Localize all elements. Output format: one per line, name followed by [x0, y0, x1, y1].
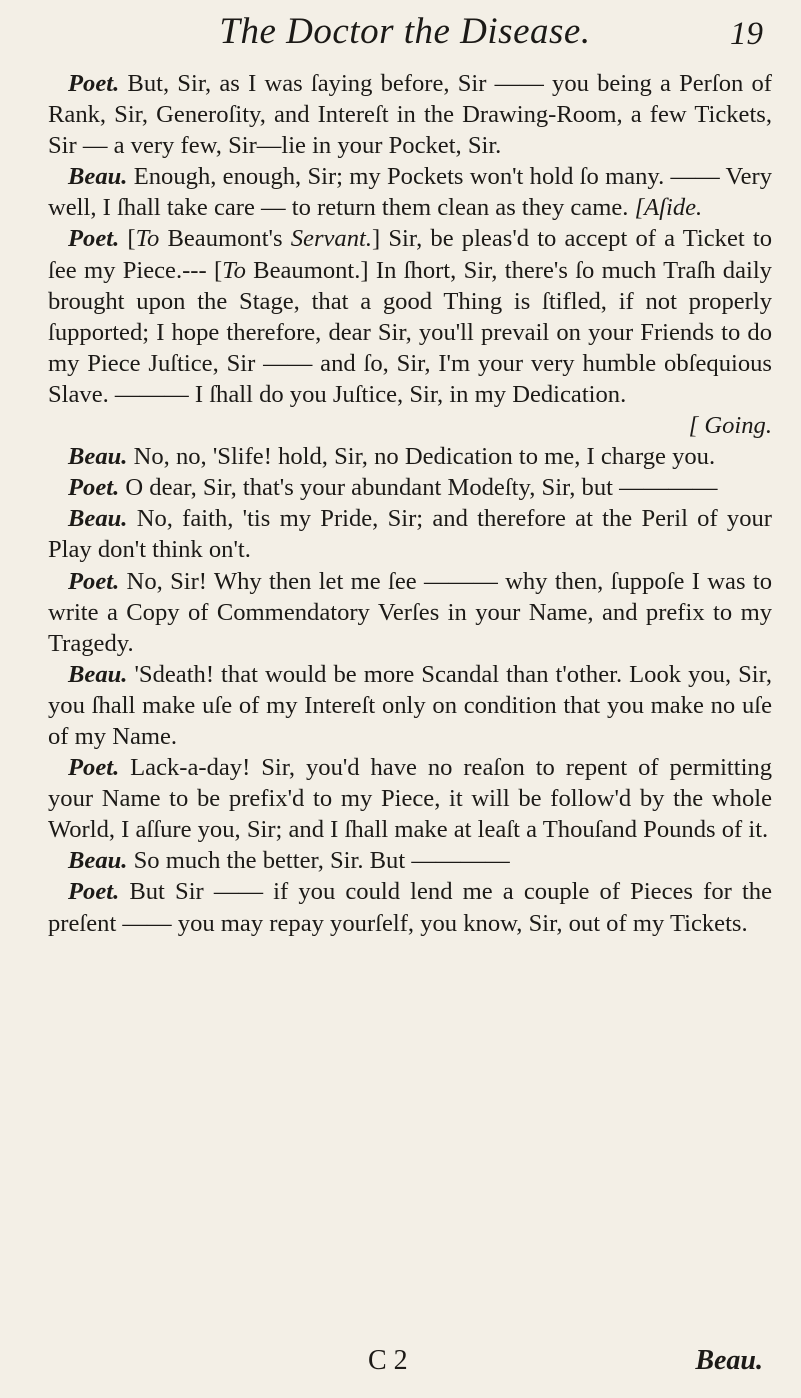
dialogue-text-run: So much the better, Sir. But ———— — [127, 847, 510, 875]
stage-direction: [ Going. — [688, 412, 772, 440]
dialogue-text-run: [ — [119, 225, 136, 253]
dialogue-text-run: No, Sir! Why then let me ſee ——— why then, ſuppoſe I was to write a Copy of Commendatory Verſes in your Name, and prefix to my Tragedy. — [48, 567, 772, 657]
dialogue-paragraph — [48, 659, 772, 752]
speaker-name: Poet. — [68, 474, 120, 502]
dialogue-text-run: [Aſide. — [634, 194, 703, 222]
dialogue-paragraph — [48, 161, 772, 223]
dialogue-text-run: To — [222, 256, 246, 284]
dialogue-text-run: But Sir —— if you could lend me a couple of Pieces for the preſent —— you may repay yourſelf, you know, Sir, out of my Tickets. — [48, 878, 772, 937]
catchword: Beau. — [695, 1345, 763, 1376]
dialogue-paragraph — [48, 68, 772, 161]
speaker-name: Beau. — [68, 847, 128, 875]
dialogue-text-run: No, no, 'Slife! hold, Sir, no Dedication to me, I charge you. — [127, 443, 716, 471]
speaker-name: Poet. — [68, 70, 120, 97]
dialogue-paragraph — [48, 876, 772, 938]
dialogue-text-run: Beaumont.] In ſhort, Sir, there's ſo much Traſh daily brought upon the Stage, that a good Thing is ſtifled, if not properly ſupported; I hope therefore, dear Sir, you'll prevail on your Friends to do my Piece Juſtice, Sir —— and ſo, Sir, I'm your very humble obſequious Slave. ——— I ſhall do you Juſtice, Sir, in my Dedication. — [48, 256, 772, 408]
dialogue-paragraph — [48, 845, 772, 876]
dialogue-text-run: ] Sir, be pleas'd to accept of a Ticket to ſee my Piece.--- [ — [48, 225, 773, 284]
speaker-name: Poet. — [68, 225, 120, 253]
dialogue-text-run: O dear, Sir, that's your abundant Modeſty, Sir, but ———— — [119, 474, 718, 502]
dialogue-text-run: Beaumont's — [159, 225, 291, 253]
dialogue-paragraph — [48, 441, 772, 472]
dialogue-paragraph — [48, 223, 772, 410]
dialogue-text-run: Servant. — [290, 225, 373, 253]
page-number: 19 — [730, 16, 763, 52]
speaker-name: Beau. — [68, 505, 128, 533]
dialogue-text — [48, 68, 772, 939]
dialogue-text-run: But, Sir, as I was ſaying before, Sir —— you being a Perſon of Rank, Sir, Generoſity, and Intereſt in the Drawing-Room, a few Tickets, Sir — a very few, Sir—lie in your Pocket, Sir. — [48, 70, 772, 160]
dialogue-text-run: 'Sdeath! that would be more Scandal than t'other. Look you, Sir, you ſhall make uſe of my Intereſt only on condition that you make no uſe of my Name. — [48, 660, 772, 750]
dialogue-paragraph — [48, 503, 772, 565]
running-title: The Doctor the Disease. — [219, 11, 591, 52]
dialogue-text-run: To — [135, 225, 160, 253]
dialogue-text-run: Enough, enough, Sir; my Pockets won't hold ſo many. —— Very well, I ſhall take care — to return them clean as they came. — [48, 163, 772, 222]
speaker-name: Poet. — [68, 878, 120, 906]
dialogue-paragraph — [48, 752, 772, 845]
signature-mark: C 2 — [368, 1345, 408, 1376]
dialogue-text-run: Lack-a-day! Sir, you'd have no reaſon to repent of permitting your Name to be prefix'd to my Piece, it will be follow'd by the whole World, I aſſure you, Sir; and I ſhall make at leaſt a Thouſand Pounds of it. — [48, 754, 772, 844]
speaker-name: Poet. — [68, 754, 120, 782]
speaker-name: Beau. — [68, 163, 128, 191]
running-head — [0, 8, 801, 56]
page-footer — [0, 1345, 801, 1385]
speaker-name: Beau. — [68, 660, 128, 688]
dialogue-paragraph — [48, 472, 772, 503]
dialogue-text-run: No, faith, 'tis my Pride, Sir; and therefore at the Peril of your Play don't think on't. — [48, 505, 772, 564]
speaker-name: Beau. — [68, 443, 128, 471]
dialogue-paragraph — [48, 566, 772, 659]
speaker-name: Poet. — [68, 567, 120, 595]
